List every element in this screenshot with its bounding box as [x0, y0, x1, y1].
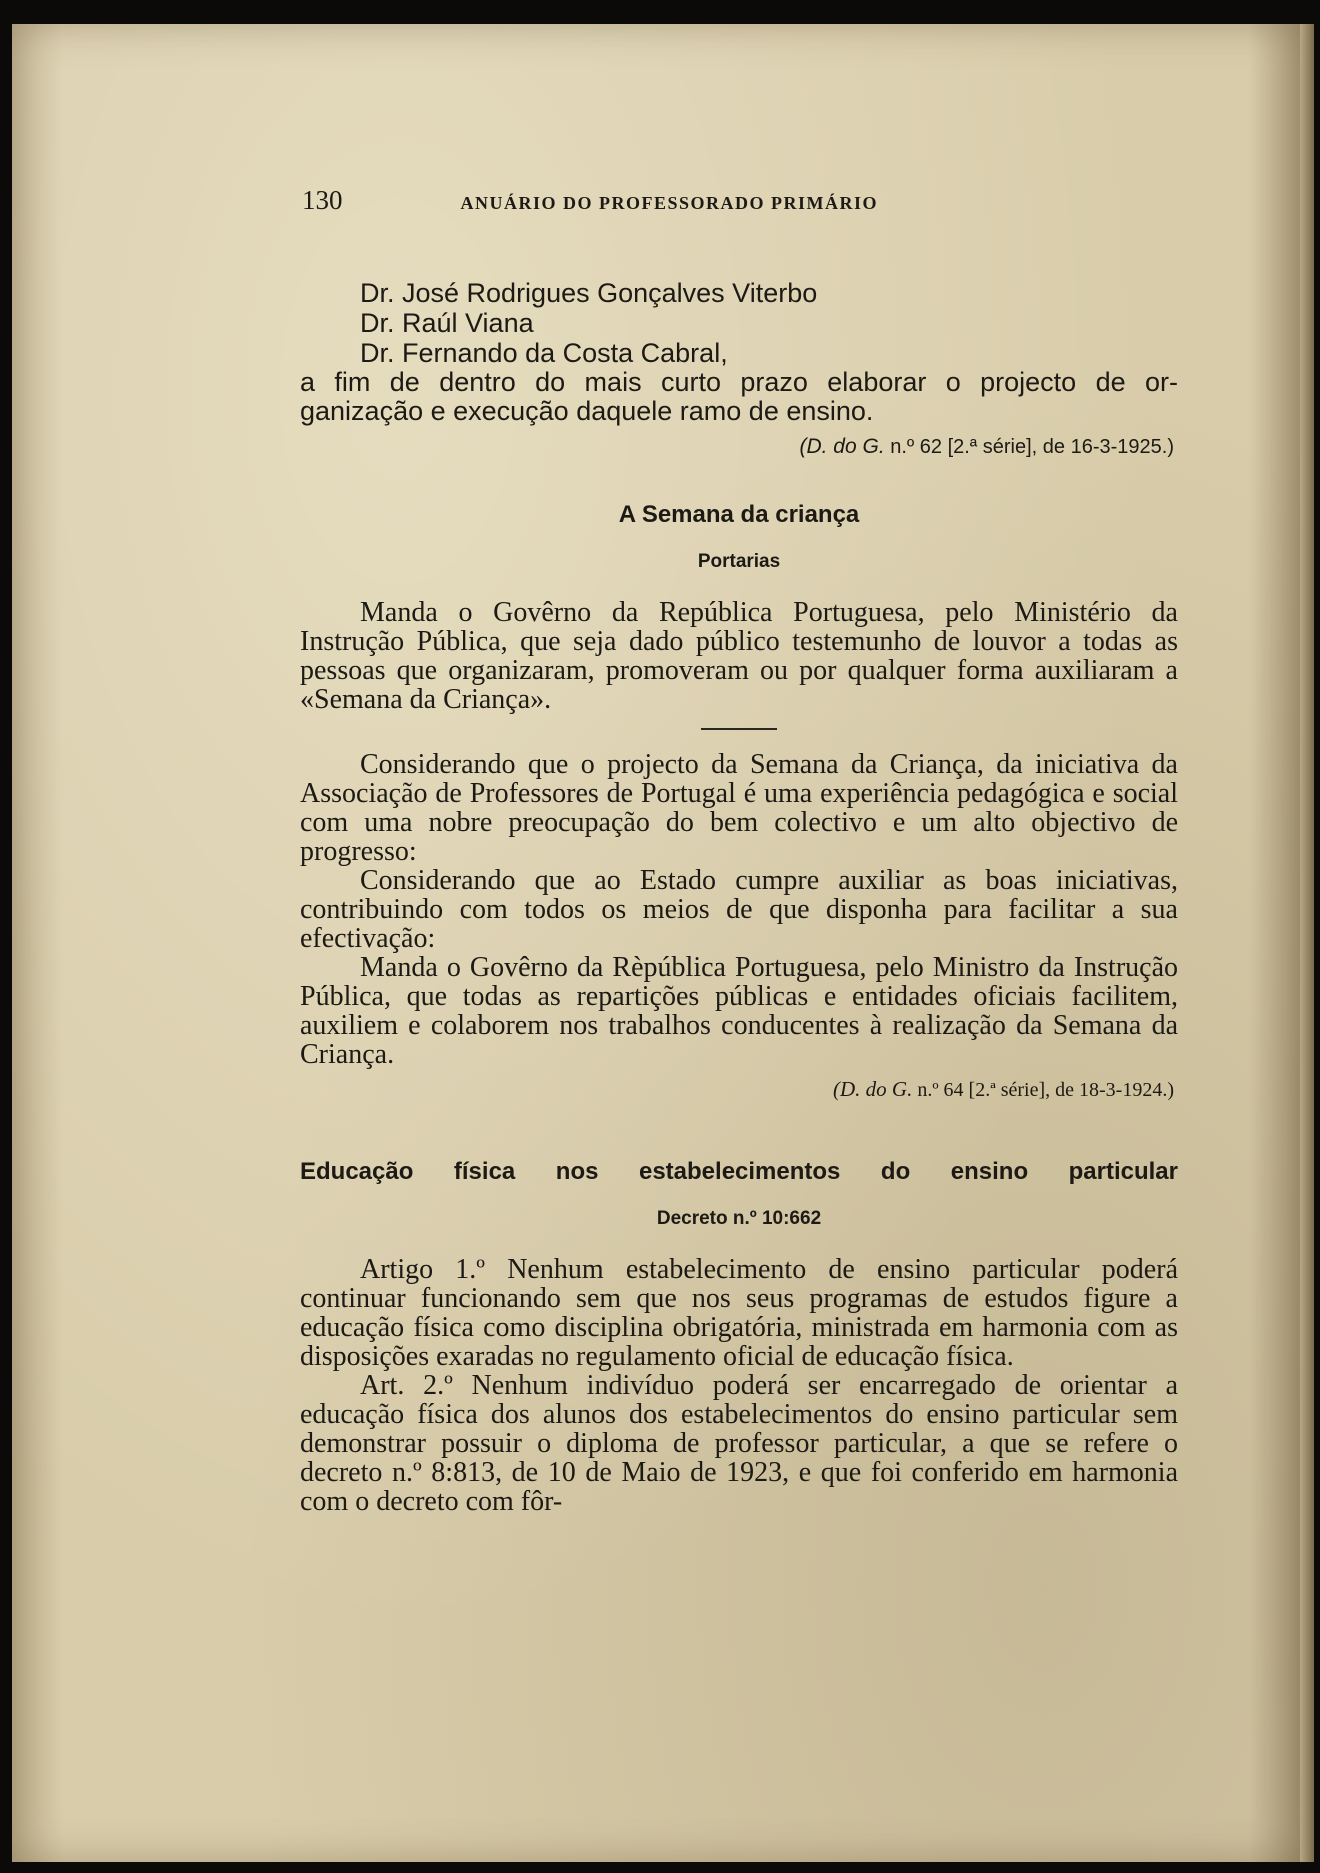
appointees-list	[360, 278, 1178, 368]
page-edge	[1300, 24, 1314, 1862]
section-title-semana: A Semana da criança	[618, 501, 860, 528]
section-subtitle-portarias: Portarias	[697, 551, 781, 572]
portaria-paragraph-3: Considerando que ao Estado cumpre auxiliar as boas iniciativas, contribuindo com todos os meios de que disponha para facilitar a sua efectivação:	[300, 865, 1178, 954]
separator-rule	[701, 728, 777, 730]
page-header	[302, 186, 1178, 218]
appointee-1: Dr. José Rodrigues Gonçalves Viterbo	[360, 278, 818, 308]
decree-article-2: Art. 2.º Nenhum indivíduo poderá ser encarregado de orientar a educação física dos alunos dos estabelecimentos do ensino particular sem demonstrar possuir o diploma de professor particular, a que se refere o decreto n.º 8:813, de 10 de Maio de 1923, e que foi conferido em harmonia com o decreto com fôr-	[300, 1370, 1178, 1517]
citation-source: (D. do G.	[833, 1077, 913, 1101]
intro-citation	[300, 432, 1178, 462]
page-number: 130	[302, 185, 343, 215]
portaria-paragraph-1: Manda o Govêrno da República Portuguesa, pelo Ministério da Instrução Pública, que seja dado público testemunho de louvor a todas as pessoas que organizaram, promoveram ou por qualquer forma auxiliaram a «Semana da Criança».	[300, 597, 1178, 715]
citation-details: n.º 62 [2.ª série], de 16-3-1925.)	[884, 436, 1174, 458]
appointee-3: Dr. Fernando da Costa Cabral,	[360, 338, 728, 368]
appointee-2: Dr. Raúl Viana	[360, 308, 534, 338]
citation-details: n.º 64 [2.ª série], de 18-3-1924.)	[912, 1079, 1174, 1101]
portaria-paragraph-2: Considerando que o projecto da Semana da Criança, da iniciativa da Associação de Professores de Portugal é uma experiência pedagógica e social com uma nobre preocupação do bem colectivo e um alto objectivo de progresso:	[300, 749, 1178, 867]
decree-article-1: Artigo 1.º Nenhum estabelecimento de ensino particular poderá continuar funcionando sem que nos seus programas de estudos figure a educação física como disciplina obrigatória, ministrada em harmonia com as disposições exaradas no regulamento oficial de educação física.	[300, 1254, 1178, 1372]
portaria-paragraph-4: Manda o Govêrno da Rèpública Portuguesa, pelo Ministro da Instrução Pública, que todas as repartições públicas e entidades oficiais facilitem, auxiliem e colaborem nos trabalhos conducentes à realização da Semana da Criança.	[300, 952, 1178, 1070]
citation-source: (D. do G.	[799, 435, 885, 458]
running-title: ANUÁRIO DO PROFESSORADO PRIMÁRIO	[460, 193, 879, 213]
portaria-citation	[300, 1075, 1178, 1105]
intro-line-1: a fim de dentro do mais curto prazo elaborar o projecto de or-	[300, 367, 1178, 397]
intro-line-2: ganização e execução daquele ramo de ensino.	[300, 396, 874, 426]
section-title-educacao-fisica: Educação física nos estabelecimentos do ensino particular	[300, 1158, 1178, 1185]
page-text	[300, 186, 1178, 1516]
section-subtitle-decreto: Decreto n.º 10:662	[656, 1208, 822, 1229]
